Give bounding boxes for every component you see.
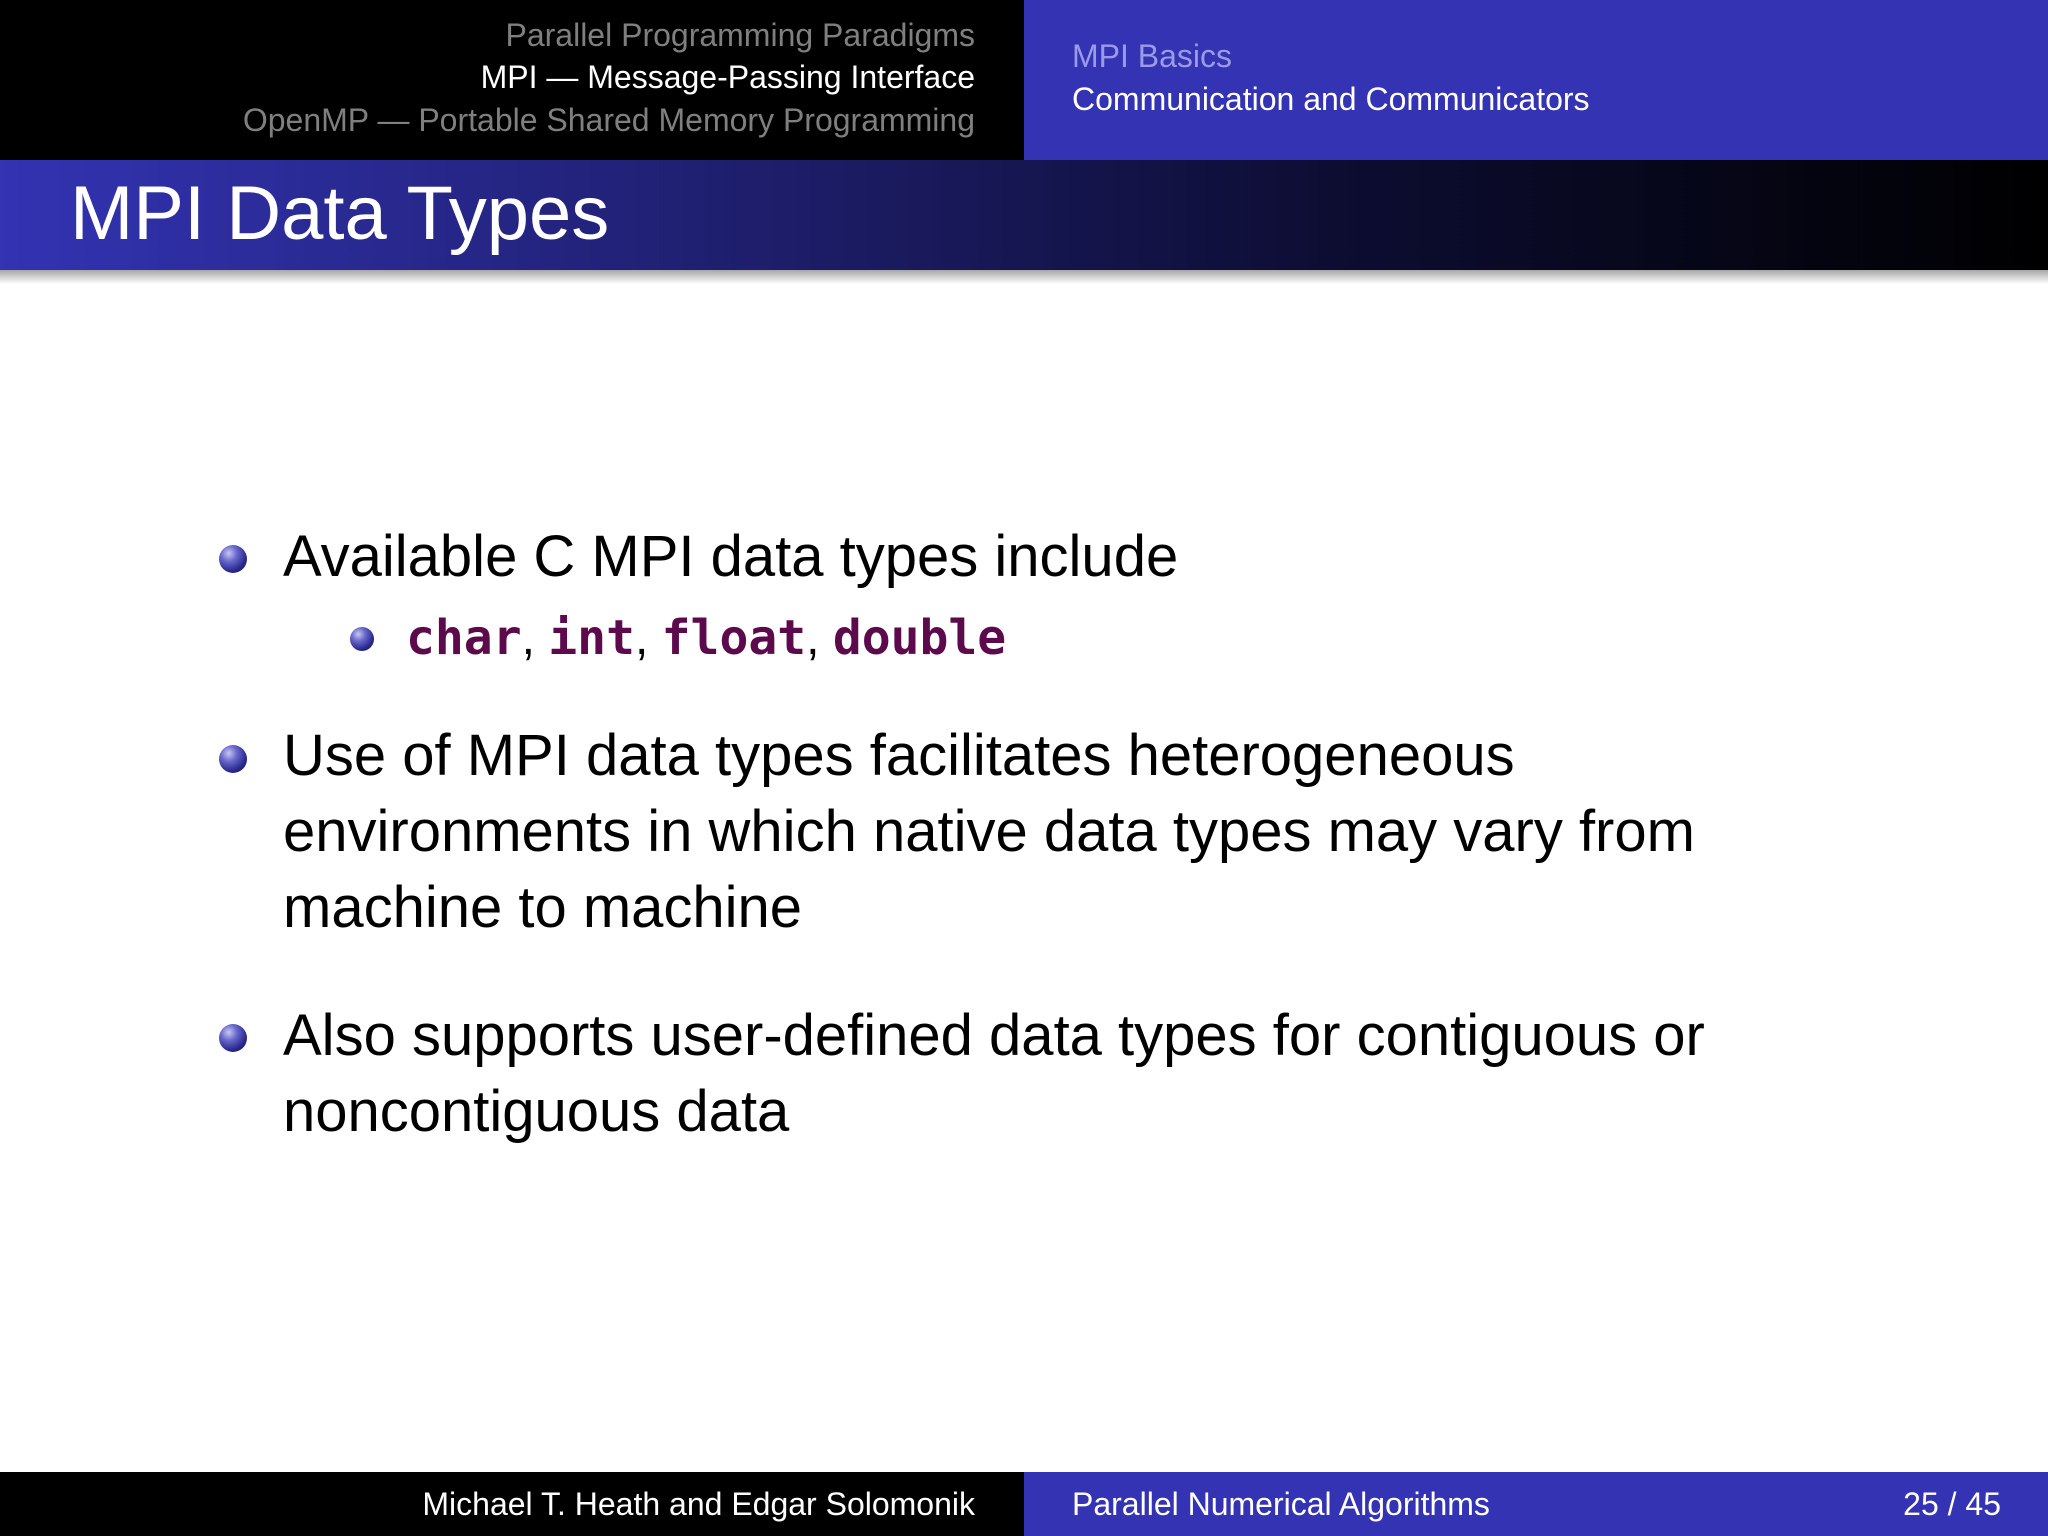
type-int: int — [548, 610, 635, 666]
footer-authors: Michael T. Heath and Edgar Solomonik — [422, 1486, 975, 1522]
nav-section-openmp[interactable]: OpenMP — Portable Shared Memory Programming — [242, 102, 975, 138]
type-char: char — [406, 610, 522, 666]
footer-title: Parallel Numerical Algorithms — [1072, 1486, 1490, 1522]
bullet-1-text: Available C MPI data types include — [283, 524, 1179, 589]
bullet-ball-icon — [219, 545, 247, 573]
title-bar-shadow — [0, 270, 2048, 284]
section-navigation — [0, 0, 1024, 160]
bullet-3-line-1: Also supports user-defined data types for contiguous or — [283, 1003, 1705, 1068]
list-separator: , — [806, 612, 833, 665]
list-separator: , — [634, 612, 662, 665]
sub-bullet-ball-icon — [350, 627, 374, 651]
bullet-2-line-2: environments in which native data types may vary from — [283, 799, 1695, 864]
bullet-2-line-3: machine to machine — [283, 875, 803, 940]
type-double: double — [832, 610, 1007, 666]
type-float: float — [661, 610, 807, 666]
nav-subsection-mpi-basics[interactable]: MPI Basics — [1072, 38, 1233, 74]
bullet-ball-icon — [219, 745, 247, 773]
nav-section-parallel-paradigms[interactable]: Parallel Programming Paradigms — [505, 17, 975, 53]
page-number: 25 / 45 — [1903, 1486, 2001, 1522]
bullet-2-line-1: Use of MPI data types facilitates heterogeneous — [283, 723, 1515, 788]
footer-authors-bar — [0, 1472, 1024, 1536]
bullet-3-line-2: noncontiguous data — [283, 1079, 790, 1144]
nav-subsection-communicators[interactable]: Communication and Communicators — [1072, 81, 1590, 117]
list-separator: , — [521, 612, 549, 665]
nav-section-mpi[interactable]: MPI — Message-Passing Interface — [480, 59, 975, 95]
subsection-navigation — [1024, 0, 2048, 160]
data-types-list — [406, 606, 1006, 671]
footer-title-bar — [1024, 1472, 2048, 1536]
bullet-ball-icon — [219, 1024, 247, 1052]
frame-title: MPI Data Types — [70, 171, 610, 256]
